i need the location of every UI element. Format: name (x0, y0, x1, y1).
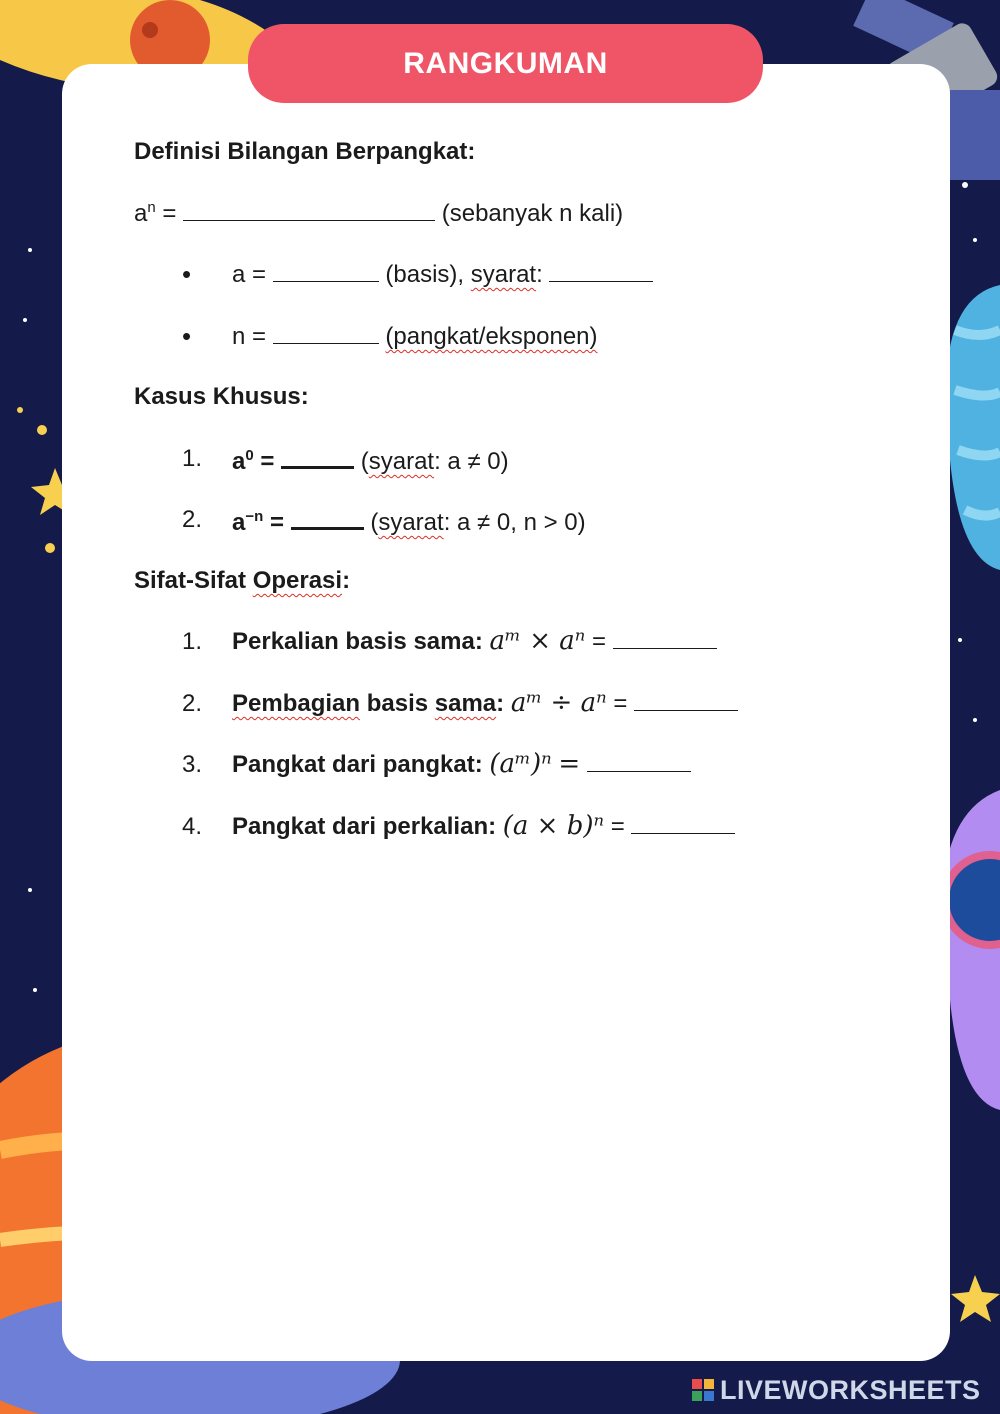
power-of-product-answer-blank[interactable] (631, 811, 735, 834)
multiplication-label: Perkalian basis sama: (232, 628, 483, 655)
liveworksheets-logo-icon (692, 1379, 714, 1401)
operation-power-of-product (232, 811, 735, 842)
operation-number: 4. (182, 813, 203, 840)
operations-heading-part2: : (342, 567, 351, 594)
negative-answer-blank[interactable] (291, 505, 364, 530)
power-of-product-equals: = (610, 813, 625, 840)
formula-exponent: n (147, 199, 156, 216)
negative-equals: = (269, 509, 284, 536)
formula-base: a (134, 200, 148, 227)
exponent-answer-blank[interactable] (273, 321, 379, 344)
operations-heading-part1: Sifat-Sifat (134, 567, 253, 594)
multiplication-expression: aᵐ × aⁿ (489, 626, 586, 656)
zero-cond-rest: : a ≠ 0) (434, 448, 509, 475)
basis-syarat-word: syarat (470, 261, 537, 288)
operation-number: 2. (182, 690, 203, 717)
special-case-number: 1. (182, 445, 203, 472)
exponent-prefix: n = (232, 323, 267, 350)
definition-note: (sebanyak n kali) (441, 200, 624, 227)
special-cases-heading: Kasus Khusus: (134, 383, 309, 410)
formula-equals: = (162, 200, 177, 227)
watermark-text: LIVEWORKSHEETS (720, 1374, 981, 1405)
zero-exponent: 0 (245, 447, 254, 464)
basis-colon: : (536, 261, 543, 288)
basis-prefix: a = (232, 261, 267, 288)
power-of-power-label: Pangkat dari pangkat: (232, 751, 483, 778)
negative-base: a (232, 509, 246, 536)
power-of-product-label: Pangkat dari perkalian: (232, 813, 497, 840)
negative-cond-syarat: syarat (378, 509, 444, 536)
negative-exponent: −n (245, 508, 264, 525)
bullet-exponent (232, 321, 598, 352)
division-equals: = (613, 690, 628, 717)
special-case-zero (232, 444, 509, 477)
special-case-negative (232, 505, 586, 538)
definition-answer-blank[interactable] (183, 198, 435, 221)
operation-power-of-power (232, 749, 691, 780)
multiplication-answer-blank[interactable] (613, 626, 717, 649)
zero-equals: = (260, 448, 275, 475)
bullet-basis (232, 259, 653, 290)
exponent-label: (pangkat/eksponen) (385, 323, 598, 350)
operation-multiplication (232, 626, 717, 657)
bullet-dot: • (182, 321, 192, 351)
power-of-power-equals: = (558, 749, 581, 779)
division-label-word1: Pembagian (232, 690, 361, 717)
bullet-dot: • (182, 259, 192, 289)
operations-heading (134, 566, 350, 596)
division-expression: aᵐ ÷ aⁿ (510, 688, 607, 718)
division-label-word2: sama (434, 690, 497, 717)
operations-heading-squig: Operasi (252, 567, 343, 594)
negative-cond-rest: : a ≠ 0, n > 0) (443, 509, 586, 536)
page-title: RANGKUMAN (403, 46, 608, 80)
division-answer-blank[interactable] (634, 688, 738, 711)
special-case-number: 2. (182, 506, 203, 533)
liveworksheets-watermark (692, 1374, 981, 1406)
basis-condition-blank[interactable] (549, 259, 653, 282)
zero-cond-syarat: syarat (368, 448, 435, 475)
negative-cond-open: ( (370, 509, 379, 536)
definition-heading: Definisi Bilangan Berpangkat: (134, 138, 476, 165)
multiplication-equals: = (591, 628, 606, 655)
power-of-product-expression: (a × b)ⁿ (502, 811, 605, 841)
operation-number: 1. (182, 628, 203, 655)
basis-label: (basis), (385, 261, 465, 288)
power-of-power-expression: (aᵐ)ⁿ (489, 749, 552, 779)
zero-answer-blank[interactable] (281, 444, 354, 469)
basis-answer-blank[interactable] (273, 259, 379, 282)
definition-formula (134, 198, 623, 229)
division-label-end: : (496, 690, 505, 717)
zero-base: a (232, 448, 246, 475)
power-of-power-answer-blank[interactable] (587, 749, 691, 772)
operation-division (232, 688, 738, 719)
division-label-mid: basis (360, 690, 435, 717)
operation-number: 3. (182, 751, 203, 778)
zero-cond-open: ( (360, 448, 369, 475)
